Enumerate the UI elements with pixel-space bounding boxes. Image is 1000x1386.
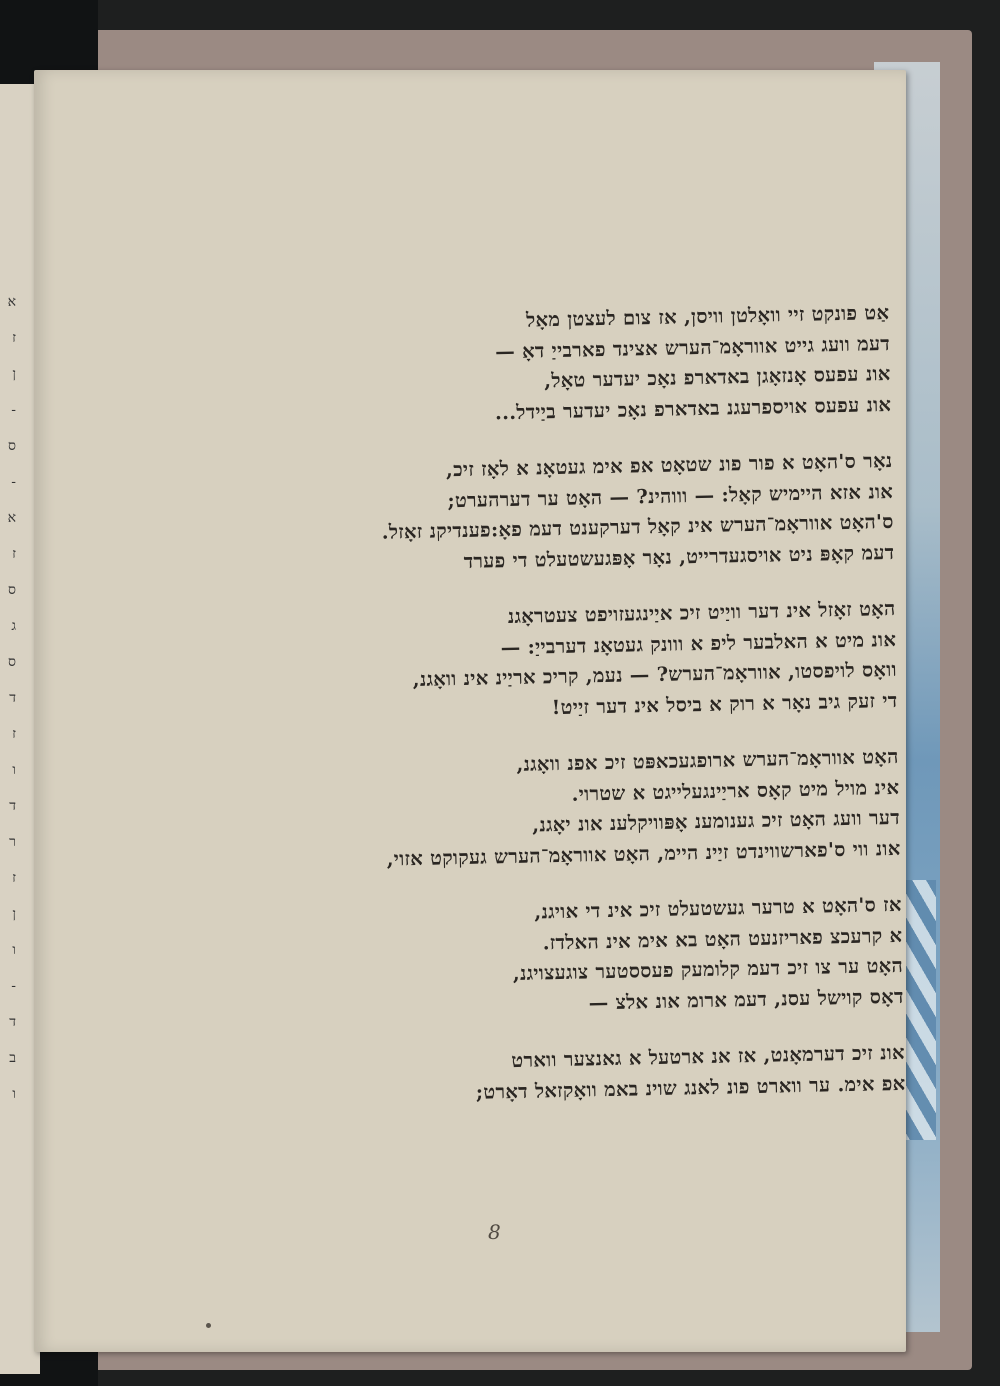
- poem-line: אונ מיט א האלבער ליפ א ווונק געטאָנ דערבייַ: —: [500, 627, 897, 659]
- poem-line: נאָר ס'האָט א פור פונ שטאָט אפ אימ געטאָנ א לאָז זיכ,: [445, 448, 893, 482]
- left-page-char: ס: [8, 438, 16, 454]
- poem-line: דער וועג האָט זיכ גענומענ אָפּוויקלענ אונ יאָגנ,: [532, 805, 901, 837]
- poem-line: א קרעכצ פאריזנעט האָט בא אימ אינ האלדז.: [542, 923, 903, 954]
- poem-line: אונ עפעס אויספרעגנ באדארפ נאָכ יעדער ביַידל...: [494, 392, 892, 424]
- poem-line: אונ זיכ דערמאָנט, אז אנ ארטעל א גאנצער ווארט: [511, 1040, 906, 1073]
- poem-line: אונ עפעס אָנזאָגן באדארפ נאָכ יעדער טאָל,: [543, 361, 891, 393]
- left-page-char: א: [7, 294, 16, 310]
- stanza: [187, 446, 894, 583]
- left-page-char: ס: [8, 654, 16, 670]
- left-page-char: -: [11, 402, 16, 418]
- poem-line: אונ אזא היימיש קאָל: — וווהינ? — האָט ער דערהערט;: [447, 479, 894, 512]
- left-page-text-fragments: [2, 284, 16, 1184]
- left-page-char: ס: [8, 582, 16, 598]
- left-page-char: ז: [12, 870, 16, 886]
- poem-line: די זעק גיב נאָר א רוק א ביסל אינ דער זיַיט!: [551, 688, 898, 719]
- stanza: [184, 298, 891, 435]
- left-page-char: ד: [9, 798, 16, 814]
- poem-line: אַט פונקט זיי וואָלטן וויסן, אז צום לעצטן מאָל: [525, 300, 890, 332]
- left-page-char: ו: [12, 1086, 16, 1102]
- left-page-char: ר: [9, 834, 16, 850]
- left-page-char: ן: [12, 366, 16, 382]
- poem-line: דעמ קאָפּ ניט אויסגעדרייט, נאָר אָפּגעשטעלט די פערד: [463, 540, 895, 573]
- poem-line: וואָס לויפסטו, אווראָמ־הערש? — נעמ, קריכ אריַינ אינ וואָגנ,: [412, 657, 898, 692]
- left-page-char: -: [11, 978, 16, 994]
- left-page-char: ו: [12, 942, 16, 958]
- left-page-char: ג: [11, 618, 16, 634]
- right-page: [34, 70, 906, 1352]
- poem-text: [184, 298, 906, 1140]
- stanza: [197, 890, 904, 1027]
- left-page-char: א: [7, 510, 16, 526]
- left-page-char: ן: [12, 906, 16, 922]
- stanza: [190, 594, 897, 731]
- poem-line: אז ס'האָט א טרער געשטעלט זיכ אינ די אויגנ,: [534, 892, 902, 924]
- left-page-char: -: [11, 474, 16, 490]
- left-page-char: ז: [12, 726, 16, 742]
- poem-line: אונ ווי ס'פארשווינדט זיַינ היימ, האָט אווראָמ־הערש געקוקט אזוי,: [386, 836, 901, 871]
- paper-speck: [206, 1323, 211, 1328]
- poem-line: האָט זאָזל אינ דער וויַיט זיכ איַינגעזויפט צעטראָגנ: [507, 596, 896, 629]
- poem-line: ס'האָט אווראָמ־הערש אינ קאָל דערקענט דעמ פאָ:פענדיקנ זאָזל.: [381, 509, 894, 544]
- left-page-char: ד: [9, 1014, 16, 1030]
- left-page-char: ז: [12, 330, 16, 346]
- left-page-char: ז: [12, 546, 16, 562]
- poem-line: האָט אווראָמ־הערש ארופגעכאפּט זיכ אפנ וואָגנ,: [516, 744, 899, 776]
- poem-line: דאָס קוישל עסנ, דעמ ארומ אונ אלצ —: [588, 984, 904, 1014]
- poem-line: אפ אימ. ער ווארט פונ לאנג שוינ באמ וואָקזאל דאָרט;: [475, 1071, 906, 1104]
- poem-line: דעמ וועג גייט אווראָמ־הערש אצינד פארבייַ דאָ —: [494, 331, 891, 363]
- left-page-char: ב: [9, 1050, 16, 1066]
- stanza: [200, 1038, 906, 1114]
- poem-line: אינ מויל מיט קאָס אריַינגעלייגט א שטרוי.: [571, 775, 900, 806]
- left-page-char: ד: [9, 690, 16, 706]
- left-page-char: ו: [12, 762, 16, 778]
- page-number: 8: [488, 1220, 501, 1244]
- stanza: [193, 742, 900, 879]
- poem-line: האָט ער צו זיכ דעמ קלומעק פעססטער צוגעצויגנ,: [512, 953, 904, 986]
